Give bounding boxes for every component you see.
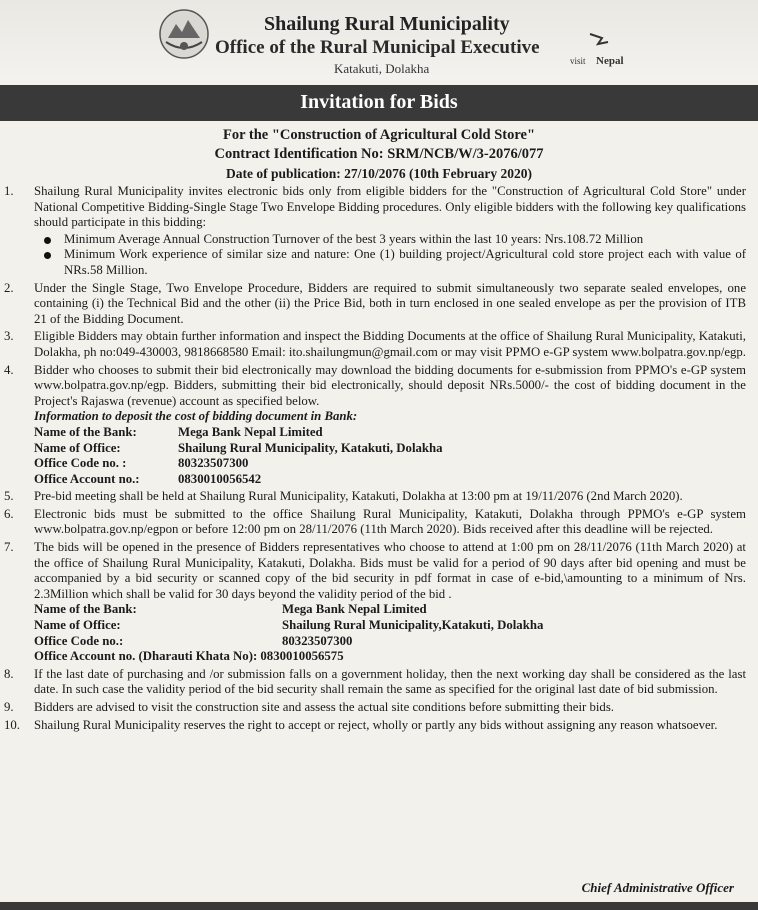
bank-security-account: Office Account no. (Dharauti Khata No): 0830010056575 <box>34 649 344 664</box>
bank-info-value: 0830010056542 <box>178 471 262 486</box>
clause-text: Under the Single Stage, Two Envelope Procedure, Bidders are required to submit simultaneously two separate sealed envelopes, one containing (i) the Technical Bid and the other (ii) the Price Bid, both in turn enclosed in one sealed envelope as per the provision of ITB 21 of the Bidding Document. <box>34 280 746 326</box>
clause-7 <box>0 540 758 665</box>
bank-info-label: Office Code no. : <box>34 456 127 471</box>
bid-clauses <box>0 184 758 735</box>
clause-text: Shailung Rural Municipality invites electronic bids only from eligible bidders for the "Construction of Agricultural Cold Store" under National Competitive Bidding-Single Stage Two Envelope Bidding procedures. Only eligible bidders with the following key qualifications should participate in this bidding: <box>34 184 746 230</box>
clause-number: 8. <box>4 666 14 681</box>
clause-number: 1. <box>4 184 14 198</box>
clause-number: 5. <box>4 489 14 504</box>
bank-info-label: Name of Office: <box>34 440 121 455</box>
svg-text:visit: visit <box>570 56 586 66</box>
letterhead <box>0 0 758 80</box>
bank-security-value: Mega Bank Nepal Limited <box>282 602 427 617</box>
clause-number: 9. <box>4 700 14 714</box>
clause-text: If the last date of purchasing and /or submission falls on a government holiday, then the next working day shall be considered as the last date. In such case the validity period of the bid security shall remain the same as specified for the original last date of bid submission. <box>34 666 746 697</box>
banner-title: Invitation for Bids <box>300 91 458 113</box>
bank-security-value: 80323507300 <box>282 633 353 648</box>
clause-text: The bids will be opened in the presence of Bidders representatives who choose to attend at 1:00 pm on 28/11/2076 (11th March 2020) at the office of Shailung Rural Municipality, Katakuti, Dolakha. Bids must be valid for a period of 90 days after bid opening and must be accompanied by a bid security or scanned copy of the bid security in pdf format in case of e-bid,\amounting to a minimum of Nrs. 2.3Million which shall be valid for 30 days beyond the validity period of the bid . <box>34 540 746 601</box>
clause-number: 3. <box>4 329 14 344</box>
bank-info-row <box>34 441 746 457</box>
clause-text: Pre-bid meeting shall be held at Shailung Rural Municipality, Katakuti, Dolakha at 13:00 pm at 19/11/2076 (2nd March 2020). <box>34 489 683 504</box>
municipality-title: Shailung Rural Municipality <box>264 13 510 35</box>
bank-info-row <box>34 456 746 472</box>
office-subtitle: Office of the Rural Municipal Executive <box>215 37 540 58</box>
clause-number: 2. <box>4 280 14 295</box>
clause-number: 6. <box>4 506 14 521</box>
svg-text:Nepal: Nepal <box>596 55 624 67</box>
bank-info-label: Name of the Bank: <box>34 424 137 439</box>
clause-6 <box>0 507 758 538</box>
bank-info-value: 80323507300 <box>178 456 249 471</box>
bank-info-heading: Information to deposit the cost of bidding document in Bank: <box>34 409 358 424</box>
clause-3 <box>0 329 758 360</box>
clause-1 <box>0 184 758 279</box>
clause-number: 4. <box>4 362 14 377</box>
bank-info-value: Mega Bank Nepal Limited <box>178 424 323 439</box>
bank-info-label: Office Account no.: <box>34 471 140 486</box>
clause-number: 7. <box>4 540 14 555</box>
bank-security-row <box>34 618 746 634</box>
qualification-list <box>34 232 746 279</box>
bottom-border <box>0 902 758 910</box>
bank-security-label: Office Code no.: <box>34 633 124 648</box>
bank-security-value: Shailung Rural Municipality,Katakuti, Dolakha <box>282 618 544 633</box>
bank-security-row <box>34 602 746 618</box>
clause-text: Eligible Bidders may obtain further information and inspect the Bidding Documents at the office of Shailung Rural Municipality, Katakuti, Dolakha, ph no:049-430003, 9818668580 Email: ito.shailungmun@gmail.com or may visit PPMO e-GP system www.bolpatra.gov.np/egp. <box>34 329 746 359</box>
clause-4 <box>0 363 758 488</box>
clause-number: 10. <box>4 717 20 732</box>
bank-info-row <box>34 425 746 441</box>
bank-info-value: Shailung Rural Municipality, Katakuti, Dolakha <box>178 440 443 455</box>
office-location: Katakuti, Dolakha <box>334 61 430 76</box>
contract-id: Contract Identification No: SRM/NCB/W/3-2076/077 <box>214 146 544 162</box>
publication-date: Date of publication: 27/10/2076 (10th February 2020) <box>226 166 532 181</box>
bank-security-row <box>34 634 746 650</box>
qualification-item: Minimum Average Annual Construction Turnover of the best 3 years within the last 10 years: Nrs.108.72 Million <box>34 232 746 248</box>
clause-2 <box>0 281 758 328</box>
bank-info-row <box>34 472 746 488</box>
clause-text: Shailung Rural Municipality reserves the right to accept or reject, wholly or partly any bids without assigning any reason whatsoever. <box>34 717 718 732</box>
qualification-item: Minimum Work experience of similar size and nature: One (1) building project/Agricultural cold store project each with value of NRs.58 Million. <box>34 247 746 278</box>
nepal-emblem-icon <box>158 8 210 60</box>
clause-text: Bidder who chooses to submit their bid electronically may download the bidding documents for e-submission from PPMO's e-GP system www.bolpatra.gov.np/egp. Bidders, submitting their bid electronically, should deposit NRs.5000/- the cost of bidding document in the Project's Rajaswa (revenue) account as specified below. <box>34 362 746 408</box>
clause-9 <box>0 700 758 716</box>
visit-nepal-logo-icon <box>568 30 644 70</box>
signatory-title: Chief Administrative Officer <box>581 880 734 895</box>
clause-text: Electronic bids must be submitted to the office Shailung Rural Municipality, Katakuti, Dolakha through PPMO's e-GP system www.bolpatra.gov.np/egpon or before 12:00 pm on 28/11/2076 (11th March 2020). Bids received after this deadline will be rejected. <box>34 506 746 537</box>
bank-security-label: Name of Office: <box>34 618 121 633</box>
project-name: For the "Construction of Agricultural Cold Store" <box>223 127 535 143</box>
bank-security-label: Name of the Bank: <box>34 602 137 617</box>
clause-text: Bidders are advised to visit the construction site and assess the actual site conditions before submitting their bids. <box>34 700 615 714</box>
clause-8 <box>0 667 758 698</box>
title-banner <box>0 85 758 121</box>
clause-10 <box>0 718 758 734</box>
clause-5 <box>0 489 758 505</box>
